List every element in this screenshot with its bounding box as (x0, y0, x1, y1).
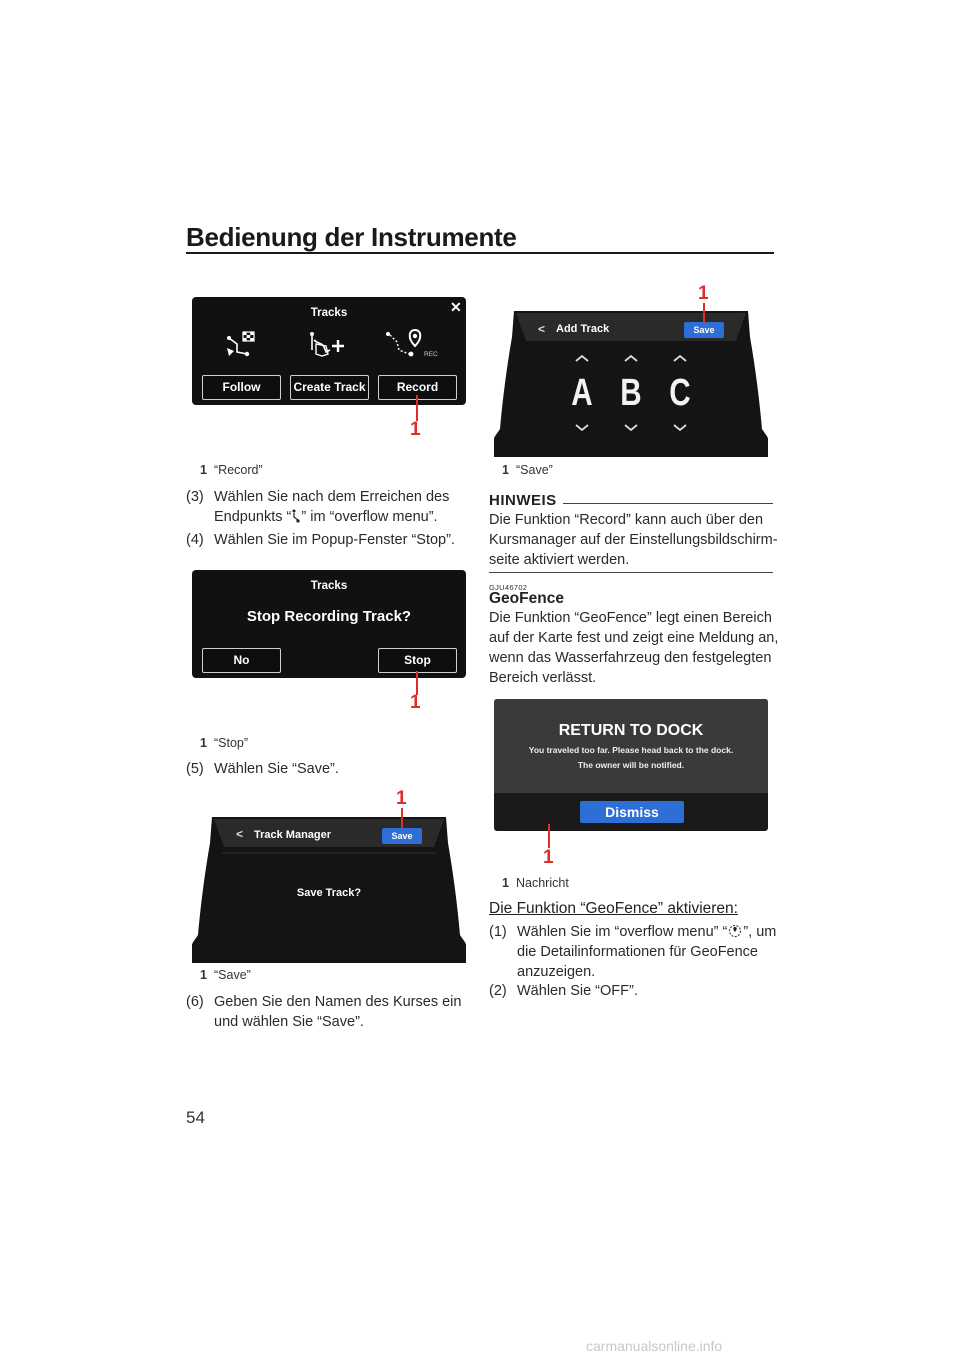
step-text (517, 922, 776, 942)
follow-button[interactable]: Follow (202, 375, 281, 400)
step-item (186, 759, 476, 781)
page-number: 54 (186, 1108, 205, 1127)
note-line: seite aktiviert werden. (489, 552, 630, 568)
callout-line (401, 808, 403, 828)
stop-button[interactable]: Stop (378, 648, 457, 673)
track-end-icon (291, 509, 301, 523)
section-line: auf der Karte fest und zeigt eine Meldung an, (489, 630, 779, 646)
screen-title: Tracks (310, 580, 348, 592)
message-line: The owner will be notified. (577, 760, 685, 770)
create-track-button[interactable]: Create Track (290, 375, 369, 400)
step-text-part: Wählen Sie im “overflow menu” “ (517, 924, 728, 940)
subsection-title: Die Funktion “GeoFence” aktivieren: (489, 900, 738, 917)
step-item (186, 992, 476, 1036)
caption-number: 1 (502, 876, 509, 890)
message-line: You traveled too far. Please head back to the dock. (528, 745, 734, 755)
record-button[interactable]: Record (378, 375, 457, 400)
caption-number: 1 (200, 968, 207, 982)
step-number: (5) (186, 761, 204, 777)
close-icon: ✕ (450, 299, 462, 315)
back-chevron-icon[interactable]: < (538, 322, 546, 336)
caption-text: “Record” (214, 463, 263, 477)
step-item (489, 981, 779, 1003)
callout-number: 1 (410, 692, 421, 713)
caption-number: 1 (200, 463, 207, 477)
save-button[interactable]: Save (382, 828, 422, 844)
callout-number: 1 (410, 419, 421, 440)
step-number: (6) (186, 994, 204, 1010)
note-line: Die Funktion “Record” kann auch über den (489, 512, 764, 528)
figure-caption (502, 876, 569, 890)
section-title: GeoFence (489, 590, 564, 607)
step-text: Wählen Sie nach dem Erreichen des (214, 489, 450, 505)
caption-number: 1 (200, 736, 207, 750)
section-code: GJU46702 (489, 583, 528, 592)
save-button[interactable]: Save (684, 322, 724, 338)
nav-title: Add Track (556, 323, 610, 335)
follow-route-icon (225, 330, 257, 358)
step-text: Geben Sie den Namen des Kurses ein (214, 994, 462, 1010)
page-title: Bedienung der Instrumente (186, 222, 517, 252)
step-text: anzuzeigen. (517, 964, 596, 980)
tracks-screen (192, 297, 466, 405)
letter-picker-a[interactable]: A (571, 372, 593, 414)
callout-line (416, 395, 418, 421)
step-text-part: ”, um (743, 924, 777, 940)
step-number: (3) (186, 489, 204, 505)
step-text: und wählen Sie “Save”. (214, 1014, 364, 1030)
step-number: (4) (186, 532, 204, 548)
section-line: Bereich verlässt. (489, 670, 597, 686)
callout-line (703, 303, 705, 323)
message-title: RETURN TO DOCK (558, 722, 704, 739)
stop-recording-screen (192, 570, 466, 678)
callout-line (548, 824, 550, 848)
callout-number: 1 (698, 283, 709, 304)
dialog-question: Stop Recording Track? (246, 608, 412, 625)
step-item (186, 487, 476, 531)
letter-picker-c[interactable]: C (669, 372, 691, 414)
figure-caption (200, 736, 248, 750)
caption-text: “Save” (516, 463, 553, 477)
geofence-icon (727, 924, 743, 938)
create-track-icon (308, 330, 348, 358)
figure-caption (502, 463, 553, 477)
step-text (214, 507, 438, 527)
screen-title: Tracks (310, 307, 348, 319)
figure-caption (200, 968, 251, 982)
rec-label: REC (424, 351, 438, 358)
header-rule (186, 252, 774, 254)
caption-text: “Stop” (214, 736, 249, 750)
step-text: Wählen Sie im Popup-Fenster “Stop”. (214, 532, 455, 548)
watermark: carmanualsonline.info (586, 1338, 723, 1354)
note-heading: HINWEIS (489, 492, 557, 509)
step-item (186, 530, 476, 552)
caption-text: “Save” (214, 968, 251, 982)
step-number: (2) (489, 983, 507, 999)
step-item (489, 922, 779, 986)
caption-number: 1 (502, 463, 509, 477)
figure-caption (200, 463, 263, 477)
section-line: wenn das Wasserfahrzeug den festgelegten (489, 650, 772, 666)
dismiss-button[interactable]: Dismiss (580, 801, 684, 823)
note-rule (489, 572, 773, 573)
no-button[interactable]: No (202, 648, 281, 673)
return-to-dock-screen (494, 699, 768, 831)
step-text-part: ” im “overflow menu”. (301, 509, 438, 525)
caption-text: Nachricht (516, 876, 569, 890)
callout-number: 1 (543, 847, 554, 868)
note-text (489, 510, 779, 570)
note-rule (563, 503, 773, 504)
callout-number: 1 (396, 788, 407, 809)
note-line: Kursmanager auf der Einstellungsbildschirm- (489, 532, 778, 548)
step-text-part: Endpunkts “ (214, 509, 292, 525)
letter-picker-b[interactable]: B (620, 372, 642, 414)
step-number: (1) (489, 924, 507, 940)
back-chevron-icon[interactable]: < (236, 827, 244, 841)
step-text: Wählen Sie “OFF”. (517, 983, 638, 999)
step-text: die Detailinformationen für GeoFence (517, 944, 758, 960)
section-text (489, 608, 779, 688)
step-text: Wählen Sie “Save”. (214, 761, 339, 777)
dialog-question: Save Track? (296, 887, 362, 899)
nav-title: Track Manager (254, 829, 332, 841)
section-line: Die Funktion “GeoFence” legt einen Bereich (489, 610, 772, 626)
